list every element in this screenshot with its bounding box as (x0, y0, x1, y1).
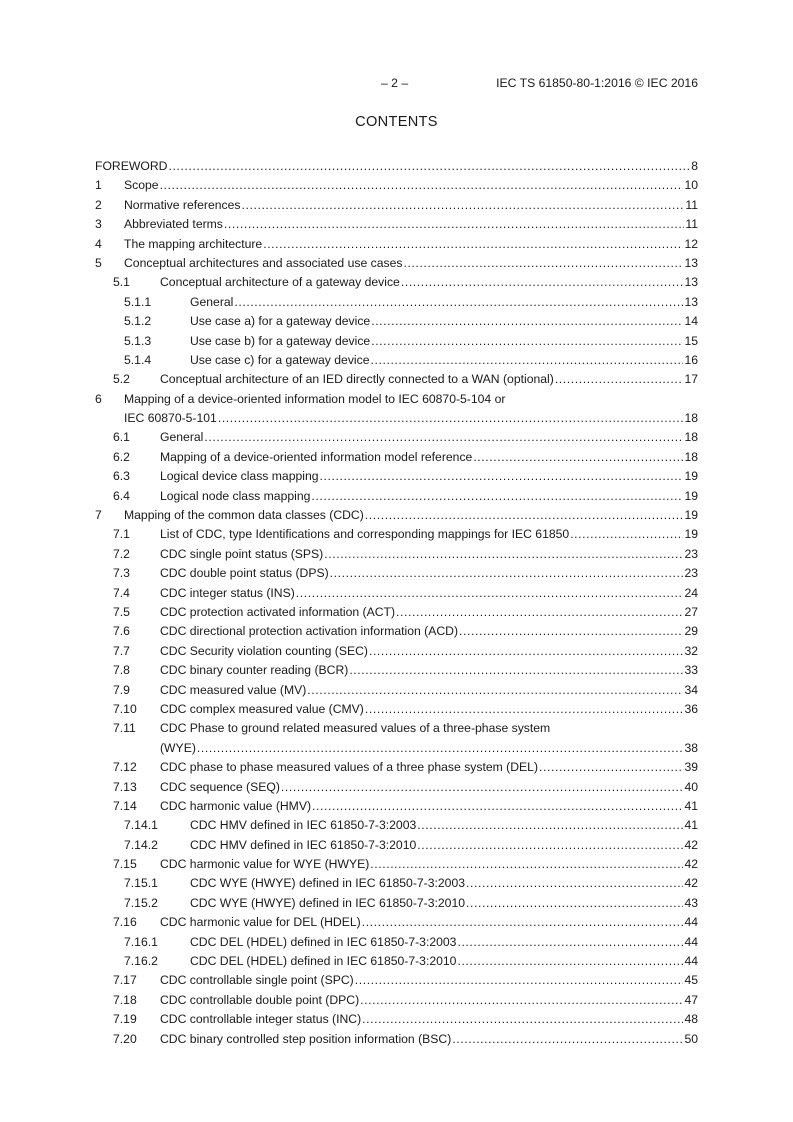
toc-entry-page: 42 (684, 837, 698, 852)
toc-entry[interactable] (95, 564, 698, 583)
toc-entry[interactable] (95, 312, 698, 331)
toc-entry-number: 6.3 (113, 469, 130, 484)
toc-entry[interactable] (95, 1010, 698, 1029)
dot-leader (224, 215, 684, 234)
toc-entry-page: 14 (684, 314, 698, 329)
toc-entry-title: CDC DEL (HDEL) defined in IEC 61850-7-3:2003 (190, 934, 457, 949)
toc-entry-page: 44 (684, 934, 698, 949)
toc-entry-title: Conceptual architectures and associated use cases (124, 255, 403, 270)
toc-entry-title: Logical device class mapping (160, 469, 319, 484)
toc-entry-title: CDC harmonic value for DEL (HDEL) (160, 915, 361, 930)
toc-entry-page: 24 (684, 585, 698, 600)
toc-entry-title: List of CDC, type Identifications and corresponding mappings for IEC 61850 (160, 527, 570, 542)
toc-entry-number: 6 (95, 391, 102, 406)
toc-entry-number: 7.5 (113, 605, 130, 619)
toc-entry-number: 7.19 (113, 1012, 137, 1027)
toc-entry-page: 13 (684, 255, 698, 270)
toc-entry-title-continued: (WYE) (160, 740, 196, 755)
toc-entry-title: Normative references (124, 197, 241, 212)
toc-entry-number: 7.9 (113, 682, 130, 697)
toc-entry-page: 45 (684, 973, 698, 988)
toc-entry-page: 13 (684, 275, 698, 290)
toc-entry-number: 7.16 (113, 915, 137, 930)
dot-leader (197, 739, 684, 758)
toc-entry-number: 7.15.1 (124, 876, 158, 891)
toc-entry-title: Mapping of a device-oriented information model to IEC 60870-5-104 or (124, 391, 506, 406)
toc-entry-title: Use case b) for a gateway device (190, 333, 371, 348)
dot-leader (459, 622, 683, 641)
toc-entry-page: 18 (684, 430, 698, 445)
toc-entry[interactable] (95, 933, 698, 952)
toc-entry-page: 17 (684, 372, 698, 387)
toc-entry-page: 19 (684, 508, 698, 523)
toc-entry[interactable] (95, 816, 698, 835)
toc-entry-page: 44 (684, 915, 698, 930)
toc-entry-title: Conceptual architecture of an IED directly connected to a WAN (optional) (160, 372, 554, 387)
toc-entry-title: CDC WYE (HWYE) defined in IEC 61850-7-3:2010 (190, 895, 466, 910)
toc-entry-title: CDC complex measured value (CMV) (160, 701, 364, 716)
toc-entry-title: CDC phase to phase measured values of a three phase system (DEL) (160, 760, 539, 775)
dot-leader (452, 1030, 683, 1049)
toc-entry-title: CDC directional protection activation information (ACD) (160, 624, 459, 639)
dot-leader (362, 913, 684, 932)
toc-entry-page: 11 (685, 197, 698, 212)
dot-leader (466, 894, 683, 913)
toc-entry[interactable] (95, 971, 698, 990)
toc-entry-number: 7.18 (113, 992, 137, 1007)
toc-entry-page: 15 (684, 333, 698, 348)
toc-entry-title: CDC HMV defined in IEC 61850-7-3:2010 (190, 837, 417, 852)
toc-entry-number: 2 (95, 197, 102, 212)
toc-entry-title: General (190, 294, 234, 309)
dot-leader (204, 428, 683, 447)
toc-entry[interactable] (95, 603, 698, 622)
toc-entry-number: 6.2 (113, 449, 130, 464)
toc-entry-number: 6.1 (113, 430, 130, 445)
toc-entry-title: Abbreviated terms (124, 217, 223, 232)
page-header (0, 76, 793, 92)
toc-entry-title: CDC protection activated information (ACT) (160, 605, 396, 619)
toc-entry[interactable] (95, 196, 698, 215)
toc-entry[interactable] (95, 622, 698, 641)
toc-entry-title: Mapping of the common data classes (CDC) (124, 508, 364, 523)
toc-entry-title: CDC controllable integer status (INC) (160, 1012, 362, 1027)
dot-leader (218, 409, 684, 428)
toc-entry-title: CDC measured value (MV) (160, 682, 307, 697)
toc-entry-number: 1 (95, 178, 102, 193)
toc-entry[interactable] (95, 487, 698, 506)
toc-entry-page: 47 (684, 992, 698, 1007)
toc-entry[interactable] (95, 467, 698, 486)
toc-entry-title: CDC DEL (HDEL) defined in IEC 61850-7-3:2010 (190, 954, 457, 969)
toc-entry-number: 7.11 (113, 721, 136, 736)
toc-entry-number: 7.14 (113, 798, 137, 813)
toc-entry-page: 18 (684, 411, 698, 426)
dot-leader (417, 816, 683, 835)
dot-leader (403, 254, 683, 273)
toc-entry-number: 7.3 (113, 566, 130, 581)
toc-entry-page: 19 (684, 527, 698, 542)
toc-entry-title: CDC controllable single point (SPC) (160, 973, 354, 988)
toc-entry-number: 7.13 (113, 779, 137, 794)
toc-entry-page: 32 (684, 643, 698, 658)
toc-entry-page: 36 (684, 701, 698, 716)
toc-entry[interactable] (95, 700, 698, 719)
dot-leader (355, 971, 684, 990)
toc-entry-number: 7.14.2 (124, 837, 158, 852)
toc-entry[interactable] (95, 351, 698, 370)
toc-entry-page: 34 (684, 682, 698, 697)
toc-entry-page: 13 (684, 294, 698, 309)
dot-leader (365, 506, 684, 525)
toc-entry-number: 7.2 (113, 546, 130, 561)
toc-entry-page: 42 (684, 876, 698, 891)
toc-entry[interactable] (95, 448, 698, 467)
dot-leader (555, 370, 684, 389)
toc-entry-page: 43 (684, 895, 698, 910)
toc-entry-title: CDC double point status (DPS) (160, 566, 329, 581)
dot-leader (570, 525, 683, 544)
toc-entry[interactable] (95, 642, 698, 661)
toc-entry-title: CDC WYE (HWYE) defined in IEC 61850-7-3:2003 (190, 876, 466, 891)
dot-leader (371, 351, 684, 370)
toc-entry[interactable] (95, 778, 698, 797)
toc-entry-title: CDC integer status (INS) (160, 585, 295, 600)
toc-entry[interactable] (95, 836, 698, 855)
toc-entry-page: 48 (684, 1012, 698, 1027)
toc-entry-number: 7.17 (113, 973, 137, 988)
toc-entry-page: 44 (684, 954, 698, 969)
dot-leader (371, 332, 683, 351)
toc-entry-page: 42 (684, 857, 698, 872)
toc-entry[interactable] (95, 332, 698, 351)
dot-leader (160, 176, 684, 195)
dot-leader (457, 933, 683, 952)
toc-entry-page: 10 (684, 178, 698, 193)
dot-leader (281, 778, 684, 797)
toc-entry[interactable] (95, 254, 698, 273)
toc-entry-title: Use case a) for a gateway device (190, 314, 371, 329)
toc-entry[interactable] (95, 506, 698, 525)
toc-entry-page: 50 (684, 1031, 698, 1046)
toc-entry-page: 18 (684, 449, 698, 464)
toc-entry-page: 40 (684, 779, 698, 794)
toc-entry-number: 7.16.2 (124, 954, 158, 969)
toc-entry[interactable] (95, 235, 698, 254)
toc-entry[interactable] (95, 157, 698, 176)
toc-entry[interactable] (95, 797, 698, 816)
toc-entry-page: 27 (684, 605, 698, 619)
dot-leader (324, 545, 683, 564)
document-reference: IEC TS 61850-80-1:2016 © IEC 2016 (496, 76, 698, 90)
toc-entry-number: 5.1.2 (124, 314, 152, 329)
toc-entry[interactable] (95, 758, 698, 777)
toc-entry-number: 7.15 (113, 857, 137, 872)
toc-entry-title: CDC sequence (SEQ) (160, 779, 280, 794)
dot-leader (263, 235, 683, 254)
toc-entry-number: 5.1.1 (124, 294, 152, 309)
toc-entry-page: 41 (684, 818, 698, 833)
dot-leader (362, 1010, 683, 1029)
dot-leader (311, 487, 683, 506)
toc-entry[interactable] (95, 273, 698, 292)
page-number: – 2 – (381, 76, 409, 90)
toc-entry[interactable] (95, 390, 698, 429)
toc-entry[interactable] (95, 293, 698, 312)
toc-entry-page: 39 (684, 760, 698, 775)
toc-entry-title: CDC binary counter reading (BCR) (160, 663, 349, 678)
toc-entry-number: 7.4 (113, 585, 130, 600)
toc-entry-title: CDC single point status (SPS) (160, 546, 324, 561)
toc-entry-number: 5.1.4 (124, 352, 152, 367)
toc-entry-number: 7.14.1 (124, 818, 158, 833)
toc-entry-page: 11 (685, 217, 698, 232)
toc-entry[interactable] (95, 952, 698, 971)
dot-leader (466, 874, 683, 893)
toc-entry[interactable] (95, 874, 698, 893)
toc-entry-title: The mapping architecture (124, 236, 263, 251)
toc-entry-title: Use case c) for a gateway device (190, 352, 370, 367)
dot-leader (401, 273, 684, 292)
dot-leader (396, 603, 683, 622)
toc-entry-number: 5.2 (113, 372, 130, 387)
toc-entry-page: 8 (691, 159, 698, 173)
toc-entry-page: 23 (684, 566, 698, 581)
toc-entry-page: 38 (684, 740, 698, 755)
toc-entry-number: 7.8 (113, 663, 130, 678)
toc-entry-number: 7.12 (113, 760, 137, 775)
toc-entry[interactable] (95, 584, 698, 603)
toc-entry-page: 41 (684, 798, 698, 813)
toc-entry-page: 33 (684, 663, 698, 678)
toc-entry-title: CDC HMV defined in IEC 61850-7-3:2003 (190, 818, 417, 833)
toc-entry[interactable] (95, 661, 698, 680)
toc-entry-title: Logical node class mapping (160, 488, 311, 503)
toc-entry-page: 19 (684, 488, 698, 503)
dot-leader (539, 758, 683, 777)
toc-entry[interactable] (95, 428, 698, 447)
dot-leader (307, 681, 683, 700)
toc-entry-number: 7.20 (113, 1031, 137, 1046)
dot-leader (457, 952, 683, 971)
toc-entry-page: 16 (684, 352, 698, 367)
toc-entry-page: 23 (684, 546, 698, 561)
toc-entry[interactable] (95, 855, 698, 874)
toc-entry-page: 12 (684, 236, 698, 251)
dot-leader (417, 836, 683, 855)
page-title: CONTENTS (355, 114, 438, 130)
dot-leader (242, 196, 685, 215)
toc-entry-title: Scope (124, 178, 159, 193)
toc-entry-title-continued: IEC 60870-5-101 (124, 411, 217, 426)
dot-leader (296, 584, 684, 603)
toc-entry-number: 7.10 (113, 701, 137, 716)
toc-entry-number: 7.6 (113, 624, 130, 639)
toc-entry[interactable] (95, 894, 698, 913)
dot-leader (168, 157, 690, 176)
toc-entry-number: 7.15.2 (124, 895, 158, 910)
dot-leader (369, 642, 683, 661)
toc-entry-title: Conceptual architecture of a gateway device (160, 275, 400, 290)
toc-entry-page: 19 (684, 469, 698, 484)
toc-entry-title: CDC harmonic value (HMV) (160, 798, 312, 813)
toc-entry[interactable] (95, 525, 698, 544)
toc-entry[interactable] (95, 913, 698, 932)
toc-entry[interactable] (95, 215, 698, 234)
dot-leader (234, 293, 683, 312)
toc-entry-number: 7.1 (113, 527, 130, 542)
toc-entry[interactable] (95, 176, 698, 195)
toc-entry-number: 4 (95, 236, 102, 251)
dot-leader (473, 448, 683, 467)
toc-entry[interactable] (95, 719, 698, 758)
toc-entry-title: CDC harmonic value for WYE (HWYE) (160, 857, 370, 872)
toc-entry-title: General (160, 430, 204, 445)
dot-leader (320, 467, 684, 486)
toc-entry-title: Mapping of a device-oriented information model reference (160, 449, 473, 464)
dot-leader (330, 564, 684, 583)
toc-entry[interactable] (95, 1030, 698, 1049)
toc-entry-number: 3 (95, 217, 102, 232)
dot-leader (371, 312, 683, 331)
dot-leader (360, 991, 683, 1010)
toc-entry-number: 6.4 (113, 488, 130, 503)
dot-leader (370, 855, 683, 874)
toc-entry-title: CDC Phase to ground related measured values of a three-phase system (160, 721, 551, 736)
toc-entry[interactable] (95, 681, 698, 700)
toc-entry-title: CDC binary controlled step position information (BSC) (160, 1031, 452, 1046)
dot-leader (312, 797, 683, 816)
toc-entry-number: 7 (95, 508, 102, 523)
toc-entry[interactable] (95, 991, 698, 1010)
toc-entry-number: 5 (95, 255, 102, 270)
toc-entry-title: CDC controllable double point (DPC) (160, 992, 360, 1007)
table-of-contents (95, 157, 698, 1049)
toc-entry[interactable] (95, 545, 698, 564)
toc-entry-number: 7.7 (113, 643, 130, 658)
toc-entry-number: 5.1.3 (124, 333, 152, 348)
toc-entry-page: 29 (684, 624, 698, 639)
dot-leader (349, 661, 683, 680)
toc-entry-title: FOREWORD (95, 159, 168, 173)
toc-entry-number: 5.1 (113, 275, 130, 290)
toc-entry-title: CDC Security violation counting (SEC) (160, 643, 368, 658)
toc-entry-number: 7.16.1 (124, 934, 158, 949)
toc-entry[interactable] (95, 370, 698, 389)
dot-leader (365, 700, 684, 719)
